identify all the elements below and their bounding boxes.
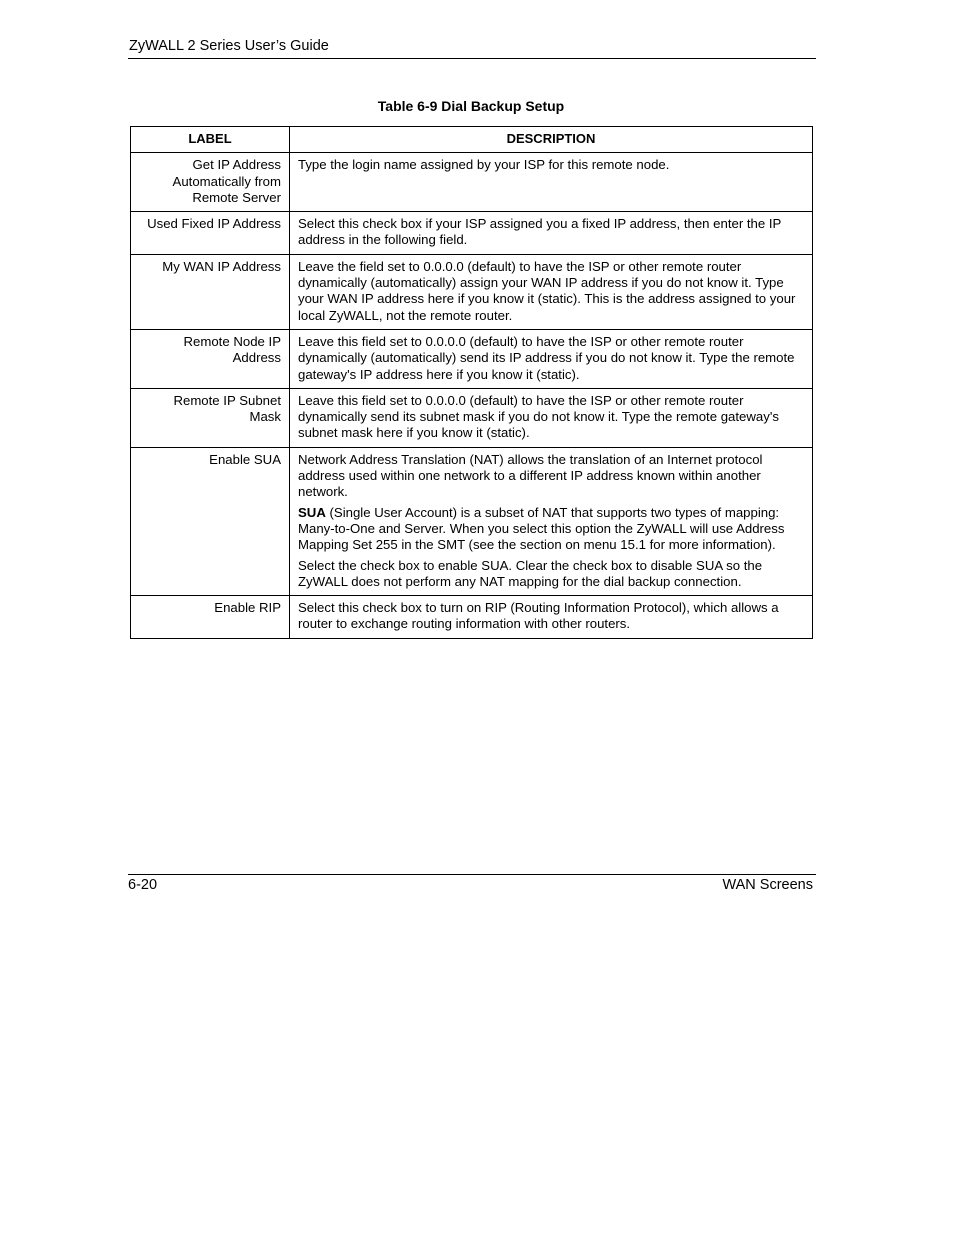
table-row	[131, 447, 813, 595]
row-label: Remote Node IP Address	[131, 329, 290, 388]
row-description	[290, 388, 813, 447]
row-description	[290, 254, 813, 329]
description-paragraph	[298, 259, 804, 324]
paragraph-text: Leave this field set to 0.0.0.0 (default) to have the ISP or other remote router dynamically send its subnet mask if you do not know it. Type the remote gateway's subnet mask here if you know it (static).	[298, 392, 779, 441]
table-row	[131, 596, 813, 639]
row-label: Get IP Address Automatically from Remote Server	[131, 153, 290, 212]
dial-backup-setup-table	[130, 126, 813, 639]
row-description	[290, 447, 813, 595]
column-header-description: DESCRIPTION	[290, 127, 813, 153]
description-paragraph	[298, 600, 804, 633]
paragraph-text: Select this check box if your ISP assigned you a fixed IP address, then enter the IP address in the following field.	[298, 216, 782, 248]
table-row	[131, 254, 813, 329]
description-paragraph	[298, 505, 804, 554]
row-description	[290, 329, 813, 388]
table-row	[131, 212, 813, 255]
bold-term: SUA	[298, 504, 326, 520]
page-header	[128, 37, 816, 59]
table-body	[131, 153, 813, 638]
paragraph-text: Network Address Translation (NAT) allows the translation of an Internet protocol address used within one network to a different IP address known within another network.	[298, 451, 763, 500]
table-header-row	[131, 127, 813, 153]
paragraph-text: Select this check box to turn on RIP (Routing Information Protocol), which allows a router to exchange routing information with other routers.	[298, 600, 779, 632]
description-paragraph	[298, 452, 804, 501]
section-name: WAN Screens	[722, 877, 813, 893]
guide-title: ZyWALL 2 Series User’s Guide	[129, 38, 329, 54]
row-label: Remote IP Subnet Mask	[131, 388, 290, 447]
table-row	[131, 153, 813, 212]
table-caption: Table 6-9 Dial Backup Setup	[377, 98, 565, 114]
description-paragraph	[298, 216, 804, 249]
row-label: Used Fixed IP Address	[131, 212, 290, 255]
description-paragraph	[298, 157, 804, 173]
row-label: My WAN IP Address	[131, 254, 290, 329]
paragraph-text: (Single User Account) is a subset of NAT that supports two types of mapping: Many-to-One and Server. When you select this option the ZyWALL will use Address Mapping Set 255 in the SMT (see the section on menu 15.1 for more information).	[298, 504, 785, 553]
column-header-label: LABEL	[131, 127, 290, 153]
page-footer	[128, 874, 816, 895]
row-label: Enable SUA	[131, 447, 290, 595]
row-label: Enable RIP	[131, 596, 290, 639]
row-description	[290, 596, 813, 639]
paragraph-text: Leave this field set to 0.0.0.0 (default) to have the ISP or other remote router dynamically (automatically) send its IP address if you do not know it. Type the remote gateway's IP address here if you know it (static).	[298, 333, 795, 382]
row-description	[290, 153, 813, 212]
paragraph-text: Select the check box to enable SUA. Clear the check box to disable SUA so the ZyWALL does not perform any NAT mapping for the dial backup connection.	[298, 557, 763, 589]
row-description	[290, 212, 813, 255]
table-row	[131, 329, 813, 388]
description-paragraph	[298, 393, 804, 442]
description-paragraph	[298, 334, 804, 383]
paragraph-text: Type the login name assigned by your ISP for this remote node.	[298, 157, 670, 173]
paragraph-text: Leave the field set to 0.0.0.0 (default) to have the ISP or other remote router dynamically (automatically) assign your WAN IP address if you do not know it. Type your WAN IP address here if you know it (static). This is the address assigned to your local ZyWALL, not the remote router.	[298, 258, 796, 323]
table-row	[131, 388, 813, 447]
page-number: 6-20	[128, 877, 158, 893]
description-paragraph	[298, 558, 804, 591]
